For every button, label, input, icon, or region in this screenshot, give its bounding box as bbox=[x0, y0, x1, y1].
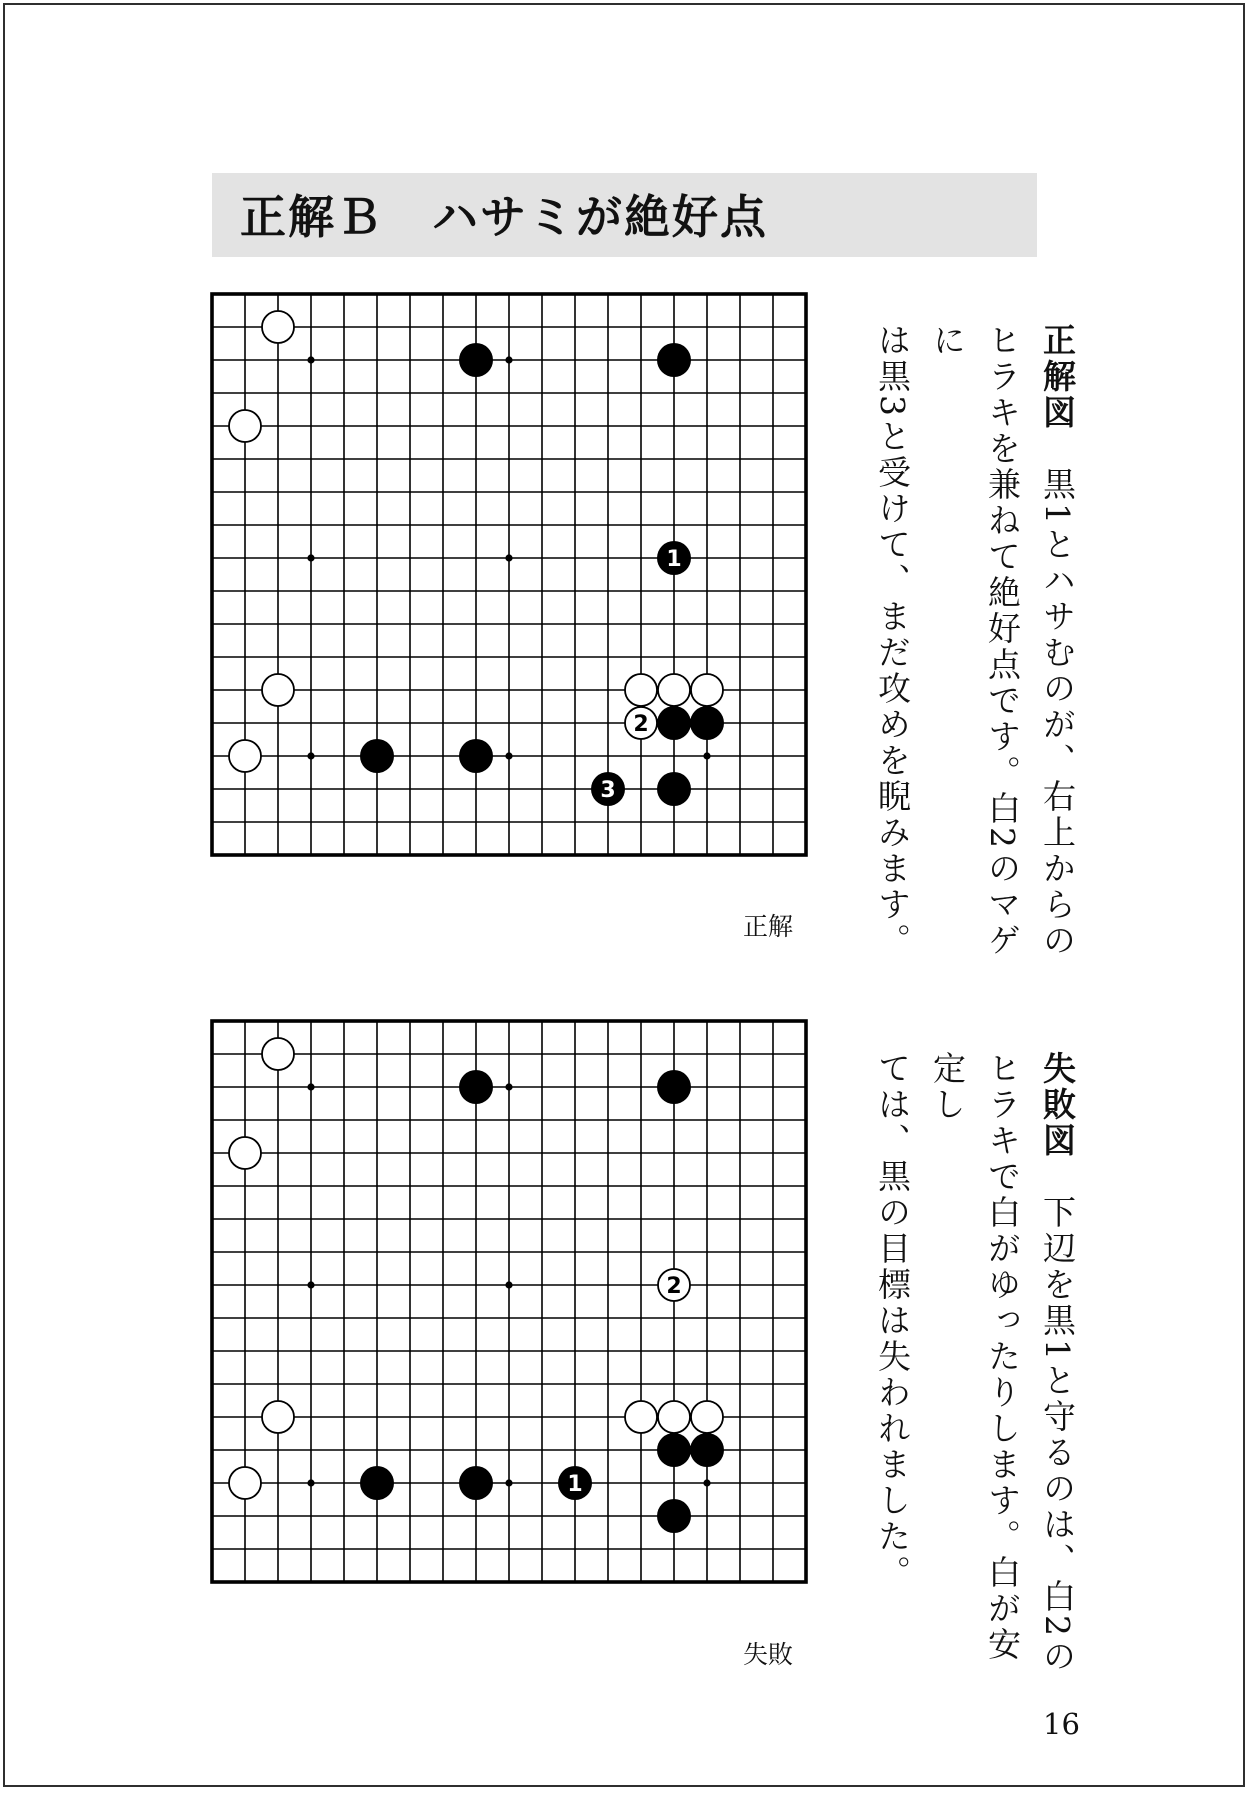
black-stone bbox=[360, 1466, 394, 1500]
star-point bbox=[307, 356, 314, 363]
commentary-line-3: ては、黒の目標は失われました。 bbox=[873, 1051, 912, 1591]
black-stone bbox=[657, 1433, 691, 1467]
numbered-black-stone bbox=[657, 541, 691, 575]
numbered-white-stone bbox=[625, 707, 657, 739]
move-number: 1 bbox=[567, 1472, 583, 1497]
white-stone bbox=[658, 674, 690, 706]
black-stone bbox=[459, 739, 493, 773]
move-number: 2 bbox=[633, 712, 649, 737]
grid-lines bbox=[212, 1021, 806, 1582]
white-stone bbox=[262, 674, 294, 706]
grid-lines bbox=[212, 294, 806, 855]
black-stone bbox=[657, 1499, 691, 1533]
numbered-black-stone bbox=[591, 772, 625, 806]
black-stone bbox=[459, 1466, 493, 1500]
star-point bbox=[505, 752, 512, 759]
white-stone bbox=[229, 1467, 261, 1499]
star-point bbox=[505, 356, 512, 363]
section-title-bar bbox=[212, 173, 1037, 257]
black-stone bbox=[360, 739, 394, 773]
commentary-line-1: 失敗図 下辺を黒1と守るのは、白2の bbox=[1038, 1051, 1077, 1675]
commentary-line-1: 正解図 黒1とハサむのが、右上からの bbox=[1038, 323, 1077, 959]
white-stone bbox=[262, 1038, 294, 1070]
star-point bbox=[505, 1083, 512, 1090]
move-number: 1 bbox=[666, 547, 682, 572]
white-stone bbox=[262, 311, 294, 343]
star-point bbox=[505, 554, 512, 561]
commentary-failure bbox=[865, 1051, 1085, 1691]
black-stone bbox=[459, 1070, 493, 1104]
section-title: 正解Ｂ ハサミが絶好点 bbox=[240, 190, 768, 244]
star-point bbox=[505, 1479, 512, 1486]
star-point bbox=[307, 1281, 314, 1288]
star-point bbox=[307, 1479, 314, 1486]
numbered-white-stone bbox=[658, 1269, 690, 1301]
star-point bbox=[703, 1479, 710, 1486]
commentary-line-2: ヒラキで白がゆったりします。白が安定し bbox=[928, 1051, 1022, 1663]
white-stone bbox=[229, 410, 261, 442]
black-stone bbox=[657, 343, 691, 377]
go-diagram-correct bbox=[210, 292, 808, 857]
white-stone bbox=[691, 1401, 723, 1433]
black-stone bbox=[657, 706, 691, 740]
commentary-line-2: ヒラキを兼ねて絶好点です。白2のマゲに bbox=[928, 323, 1022, 959]
white-stone bbox=[625, 674, 657, 706]
white-stone bbox=[262, 1401, 294, 1433]
commentary-line-3: は黒3と受けて、まだ攻めを睨みます。 bbox=[873, 323, 912, 959]
black-stone bbox=[657, 772, 691, 806]
star-point bbox=[703, 752, 710, 759]
commentary-label-failure: 失敗図 bbox=[1038, 1051, 1077, 1159]
black-stone bbox=[459, 343, 493, 377]
black-stone bbox=[690, 706, 724, 740]
commentary-label-correct: 正解図 bbox=[1038, 323, 1077, 431]
white-stone bbox=[625, 1401, 657, 1433]
black-stone bbox=[690, 1433, 724, 1467]
go-diagram-failure bbox=[210, 1019, 808, 1584]
white-stone bbox=[658, 1401, 690, 1433]
move-number: 3 bbox=[600, 778, 616, 803]
diagram-caption-correct: 正解 bbox=[743, 912, 794, 941]
white-stone bbox=[691, 674, 723, 706]
star-point bbox=[307, 1083, 314, 1090]
numbered-black-stone bbox=[558, 1466, 592, 1500]
star-point bbox=[505, 1281, 512, 1288]
move-number: 2 bbox=[666, 1274, 682, 1299]
star-point bbox=[307, 554, 314, 561]
page-number: 16 bbox=[1043, 1707, 1080, 1741]
black-stone bbox=[657, 1070, 691, 1104]
diagram-caption-failure: 失敗 bbox=[743, 1640, 794, 1669]
page bbox=[3, 3, 1245, 1787]
commentary-correct bbox=[865, 323, 1085, 963]
white-stone bbox=[229, 740, 261, 772]
star-point bbox=[307, 752, 314, 759]
white-stone bbox=[229, 1137, 261, 1169]
